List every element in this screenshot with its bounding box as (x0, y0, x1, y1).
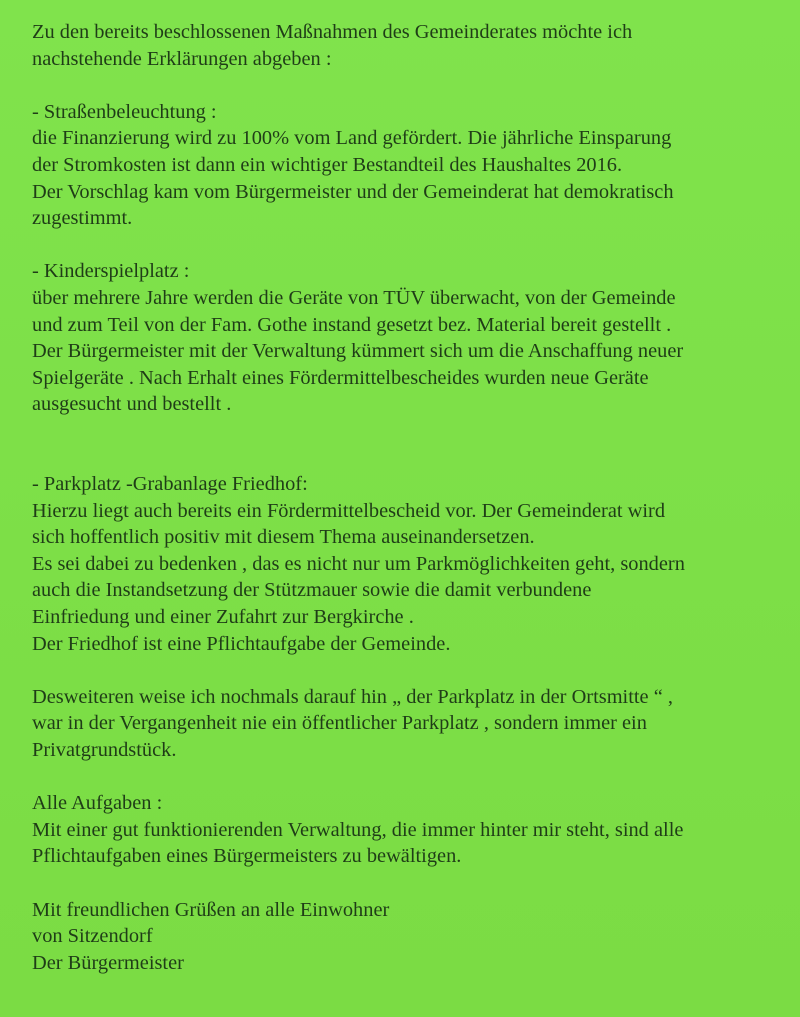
paragraph-spacer (32, 72, 792, 99)
playground-section (32, 258, 792, 418)
text-line: Desweiteren weise ich nochmals darauf hin „ der Parkplatz in der Ortsmitte “ , (32, 685, 673, 708)
paragraph-spacer (32, 764, 792, 791)
section-heading: - Kinderspielplatz : (32, 260, 190, 283)
section-heading: - Straßenbeleuchtung : (32, 100, 217, 123)
text-line: sich hoffentlich positiv mit diesem Thema auseinandersetzen. (32, 526, 535, 549)
text-line: Der Friedhof ist eine Pflichtaufgabe der Gemeinde. (32, 632, 451, 655)
all-tasks-section (32, 790, 792, 870)
intro-paragraph (32, 19, 792, 72)
closing-block (32, 897, 792, 977)
text-line: Zu den bereits beschlossenen Maßnahmen des Gemeinderates möchte ich (32, 21, 633, 43)
letter-body (32, 19, 792, 976)
paragraph-spacer (32, 870, 792, 897)
text-line: Es sei dabei zu bedenken , das es nicht nur um Parkmöglichkeiten geht, sondern (32, 552, 685, 575)
text-line: auch die Instandsetzung der Stützmauer sowie die damit verbundene (32, 579, 592, 602)
paragraph-spacer (32, 418, 792, 471)
text-line: nachstehende Erklärungen abgeben : (32, 47, 332, 70)
street-lighting-section (32, 99, 792, 232)
parking-cemetery-section (32, 471, 792, 657)
text-line: über mehrere Jahre werden die Geräte von TÜV überwacht, von der Gemeinde (32, 286, 676, 309)
text-line: der Stromkosten ist dann ein wichtiger Bestandteil des Haushaltes 2016. (32, 153, 623, 176)
text-line: die Finanzierung wird zu 100% vom Land gefördert. Die jährliche Einsparung (32, 127, 672, 150)
text-line: zugestimmt. (32, 207, 133, 230)
closing-greeting: Mit freundlichen Grüßen an alle Einwohner (32, 898, 390, 921)
text-line: Mit einer gut funktionierenden Verwaltung, die immer hinter mir steht, sind alle (32, 818, 684, 841)
text-line: war in der Vergangenheit nie ein öffentlicher Parkplatz , sondern immer ein (32, 712, 647, 735)
text-line: Der Vorschlag kam vom Bürgermeister und der Gemeinderat hat demokratisch (32, 180, 674, 203)
text-line: Privatgrundstück. (32, 739, 177, 762)
section-heading: Alle Aufgaben : (32, 792, 163, 815)
parking-center-paragraph (32, 684, 792, 764)
text-line: Hierzu liegt auch bereits ein Fördermittelbescheid vor. Der Gemeinderat wird (32, 499, 666, 522)
text-line: Einfriedung und einer Zufahrt zur Bergkirche . (32, 606, 414, 629)
section-heading: - Parkplatz -Grabanlage Friedhof: (32, 473, 308, 496)
text-line: Spielgeräte . Nach Erhalt eines Fördermittelbescheides wurden neue Geräte (32, 366, 649, 389)
text-line: Pflichtaufgaben eines Bürgermeisters zu bewältigen. (32, 845, 462, 868)
signature-title: Der Bürgermeister (32, 951, 184, 974)
closing-place: von Sitzendorf (32, 925, 153, 948)
paragraph-spacer (32, 657, 792, 684)
text-line: ausgesucht und bestellt . (32, 393, 232, 416)
text-line: Der Bürgermeister mit der Verwaltung kümmert sich um die Anschaffung neuer (32, 340, 684, 363)
text-line: und zum Teil von der Fam. Gothe instand gesetzt bez. Material bereit gestellt . (32, 313, 672, 336)
paragraph-spacer (32, 232, 792, 259)
